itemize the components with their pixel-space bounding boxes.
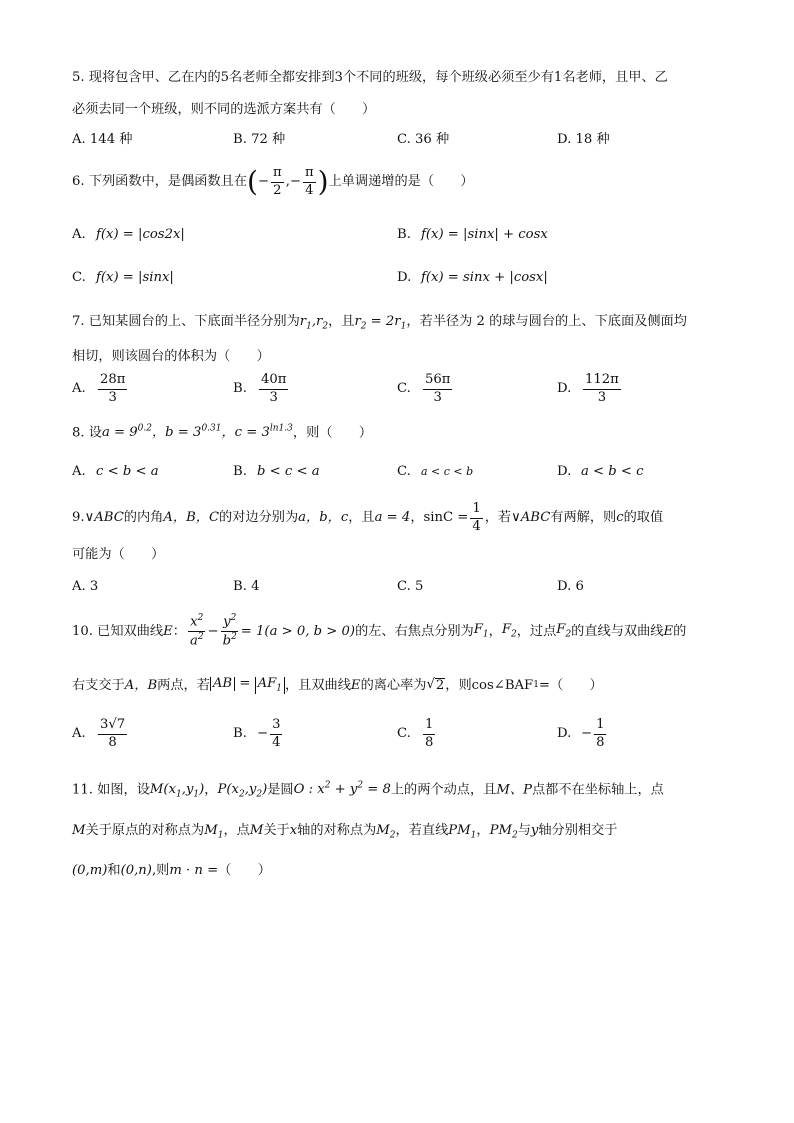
q6-option-d[interactable]: D. f(x) = sinx + |cosx| (397, 270, 548, 285)
q5-option-b[interactable]: B. 72 种 (233, 132, 286, 147)
q7-option-c[interactable]: C. $\frac{56\pi}{3}$ (397, 372, 451, 405)
q6-options-row1 (0, 228, 794, 268)
q9-option-b[interactable]: B. 4 (233, 579, 260, 594)
q6-options-row2 (0, 271, 794, 311)
q7-condition: $r_2 = 2r_1$ (354, 314, 407, 332)
q7-option-a[interactable]: A. $\frac{28\pi}{3}$ (72, 372, 126, 405)
q7-stem-line1: 7. 已知某圆台的上、下底面半径分别为$r_1,r_2$，且$r_2 = 2r_1$，若半径为 2 的球与圆台的上、下底面及侧面均 (72, 314, 687, 332)
q6-option-b[interactable]: B. f(x) = |sinx| + cosx (397, 227, 548, 242)
q6-left-paren: ( (247, 165, 258, 199)
q9-stem-line2: 可能为（ ） (72, 547, 165, 562)
q5-option-c[interactable]: C. 36 种 (397, 132, 450, 147)
q9-option-c[interactable]: C. 5 (397, 579, 424, 594)
q8-definitions: $a = 9^{0.2}$，$b = 3^{0.31}$，$c = 3^{ln1.3}$ (101, 424, 293, 441)
q6-option-a[interactable]: A. f(x) = |cos2x| (72, 227, 185, 242)
q10-frac-y: $\frac{y^2}{b^2}$ (222, 613, 237, 649)
q10-frac-x: $\frac{x^2}{a^2}$ (189, 613, 204, 649)
q5-stem-line2: 必须去同一个班级，则不同的选派方案共有（ ） (72, 102, 376, 117)
q9-option-a[interactable]: A. 3 (72, 579, 99, 594)
q8-option-d[interactable]: D. a < b < c (557, 464, 644, 479)
q10-option-a[interactable]: A. $\frac{3√7}{8}$ (72, 717, 126, 750)
q8-option-a[interactable]: A. c < b < a (72, 464, 159, 479)
q7-radii: $r_1,r_2$ (299, 314, 329, 332)
q8-option-b[interactable]: B. b < c < a (233, 464, 320, 479)
q8-option-c[interactable]: C. a < c < b (397, 464, 474, 479)
q7-option-d[interactable]: D. $\frac{112\pi}{3}$ (557, 372, 619, 405)
q9-stem-line1: 9. ∨ABC 的内角 A，B，C 的对边分别为 a，b，c ，且 a = 4 ，sinC = $\frac{1}{4}$ ，若 ∨ABC 有两解，则 c 的取值 (72, 501, 664, 534)
q10-stem-line2: 右支交于 A，B 两点，若 AB = $AF_1$ ，且双曲线 E 的离心率为 √ 2 ，则cos∠BAF 1 =（ ） (72, 676, 603, 694)
q7-option-b[interactable]: B. $\frac{40\pi}{3}$ (233, 372, 287, 405)
q8-stem: 8. 设$a = 9^{0.2}$，$b = 3^{0.31}$，$c = 3^{ln1.3}$，则（ ） (72, 424, 373, 441)
q10-option-b[interactable]: B. − $\frac{3}{4}$ (233, 717, 281, 750)
q9-frac: $\frac{1}{4}$ (472, 501, 481, 534)
q10-sqrt2: √ 2 (426, 676, 445, 693)
q10-stem-line1: 10. 已知双曲线 E ： $\frac{x^2}{a^2}$ − $\frac{y^2}{b^2}$ = 1(a > 0, b > 0) 的左、右焦点分别为 $F_1$ ， $F_2$ ，过点 $F_2$ 的直线与双曲线 E 的 (72, 613, 687, 649)
q5-option-a[interactable]: A. 144 种 (72, 132, 133, 147)
q7-stem-line2: 相切，则该圆台的体积为（ ） (72, 349, 270, 364)
q9-option-d[interactable]: D. 6 (557, 579, 584, 594)
q11-stem-line2: M关于原点的对称点为$M_1$，点M关于x轴的对称点为$M_2$，若直线$PM_1$，$PM_2$与y轴分别相交于 (72, 823, 618, 841)
q6-frac-1: $\frac{\pi}{2}$ (273, 165, 282, 198)
q11-stem-line3: (0,m)和(0,n),则m · n =（ ） (72, 863, 271, 878)
q6-stem-after: 上单调递增的是（ ） (328, 174, 474, 190)
q6-option-c[interactable]: C. f(x) = |sinx| (72, 270, 174, 285)
q10-option-c[interactable]: C. $\frac{1}{8}$ (397, 717, 434, 750)
q10-option-d[interactable]: D. − $\frac{1}{8}$ (557, 717, 605, 750)
q5-stem-line1: 5. 现将包含甲、乙在内的5名老师全都安排到3个不同的班级，每个班级必须至少有1名老师，且甲、乙 (72, 70, 668, 85)
q8-options (0, 465, 794, 505)
q5-option-d[interactable]: D. 18 种 (557, 132, 610, 147)
q6-frac-2: $\frac{\pi}{4}$ (304, 165, 314, 198)
q7-options (0, 373, 794, 413)
q6-stem: 6. 下列函数中，是偶函数且在 ( − $\frac{\pi}{2}$ ,− $\frac{\pi}{4}$ ) 上单调递增的是（ ） (72, 165, 474, 199)
q6-stem-before: 6. 下列函数中，是偶函数且在 (72, 174, 248, 190)
q6-right-paren: ) (317, 165, 329, 199)
q10-options (0, 718, 794, 758)
q11-stem-line1: 11. 如图，设$M(x_1,y_1)$，$P(x_2,y_2)$是圆O : $x^2 + y^2 = 8$上的两个动点，且M、P点都不在坐标轴上，点 (72, 781, 664, 801)
